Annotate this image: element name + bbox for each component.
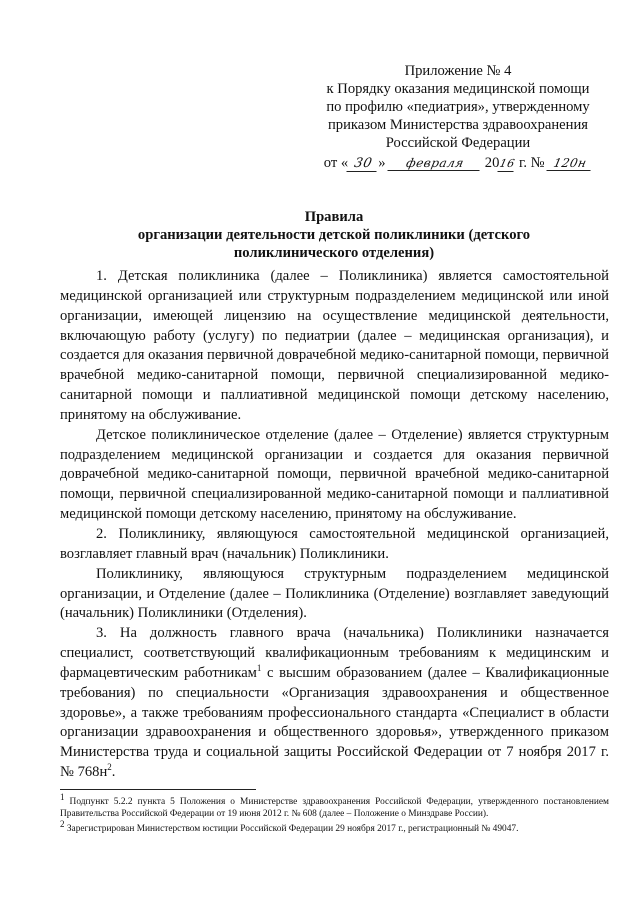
- paragraph-3: 2. Поликлинику, являющуюся самостоятельной медицинской организацией, возглавляет главный врач (начальник) Поликлиники.: [60, 525, 609, 562]
- appendix-ref-line-1: к Порядку оказания медицинской помощи: [326, 81, 590, 97]
- year-prefix: 20: [484, 155, 500, 171]
- paragraph-4: Поликлинику, являющуюся структурным подразделением медицинской организации, и Отделение (далее – Поликлиника (Отделение) возглавляет заведующий (начальник) Поликлиники (Отделения).: [60, 565, 609, 622]
- handwritten-order-number: 120н: [547, 156, 594, 171]
- appendix-header: [308, 62, 608, 172]
- order-date-line: [308, 154, 608, 172]
- document-title: [60, 208, 608, 262]
- handwritten-year: 16: [498, 157, 517, 170]
- footnotes: [60, 791, 609, 837]
- handwritten-day: 30: [347, 157, 380, 172]
- appendix-ref-line-3: приказом Министерства здравоохранения: [328, 117, 588, 133]
- footnote-ref-1: 1: [256, 663, 262, 674]
- footnote-ref-2: 2: [107, 762, 112, 773]
- document-body: [60, 267, 609, 783]
- date-quote-close: »: [378, 155, 386, 171]
- paragraph-1: 1. Детская поликлиника (далее – Поликлиника) является самостоятельной медицинской организацией или структурным подразделением медицинской или иной организации, имеющей лицензию на осуществление медицинской деятельности, включающую работу (услугу) по педиатрии (далее – медицинская организация), и создается для оказания первичной доврачебной медико-санитарной помощи, первичной врачебной медико-санитарной помощи, первичной специализированной медико-санитарной помощи и паллиативной медицинской помощи детскому населению, принятому на обслуживание.: [60, 268, 609, 423]
- appendix-ref-line-2: по профилю «педиатрия», утвержденному: [326, 99, 590, 115]
- paragraph-5-part-1: 3. На должность главного врача (начальника) Поликлиники назначается специалист, соответствующий квалификационным требованиям к медицинским и фармацевтическим работникам: [60, 625, 609, 681]
- title-line-2: организации деятельности детской поликлиники (детского: [137, 227, 531, 243]
- paragraph-5-part-2: с высшим образованием (далее – Квалификационные требования) по специальности «Организация здравоохранения и общественное здоровье», а также требованиям профессионального стандарта «Специалист в области организации здравоохранения и общественного здоровья», утвержденного приказом Министерства труда и социальной защиты Российской Федерации от 7 ноября 2017 г. № 768н: [60, 664, 609, 781]
- footnote-1-text: Подпункт 5.2.2 пункта 5 Положения о Министерстве здравоохранения Российской Федерации, утвержденного постановлением Правительства Российской Федерации от 19 июня 2012 г. № 608 (далее – Положение о Минздраве России).: [60, 797, 609, 820]
- paragraph-2: Детское поликлиническое отделение (далее – Отделение) является структурным подразделением медицинской организации и создается для оказания первичной доврачебной медико-санитарной помощи, первичной врачебной медико-санитарной помощи, первичной специализированной медико-санитарной помощи и паллиативной медицинской помощи детскому населению, принятому на обслуживание.: [60, 426, 609, 523]
- footnote-divider: [60, 789, 256, 790]
- handwritten-month: февраля: [388, 156, 483, 171]
- footnote-1-mark: 1: [60, 791, 65, 802]
- paragraph-5-end: .: [111, 764, 116, 781]
- appendix-number: Приложение № 4: [404, 63, 512, 79]
- title-line-1: Правила: [304, 209, 364, 225]
- footnote-2-text: Зарегистрирован Министерством юстиции Российской Федерации 29 ноября 2017 г., регистрационный № 49047.: [64, 823, 519, 834]
- order-number-label: г. №: [515, 155, 549, 171]
- appendix-ref-line-4: Российской Федерации: [385, 135, 531, 151]
- footnote-1: [60, 791, 609, 821]
- title-line-3: поликлинического отделения): [233, 245, 435, 261]
- date-prefix: от «: [323, 155, 349, 171]
- paragraph-5: [60, 624, 609, 783]
- footnote-2-mark: 2: [60, 818, 65, 829]
- footnote-2: [60, 818, 609, 835]
